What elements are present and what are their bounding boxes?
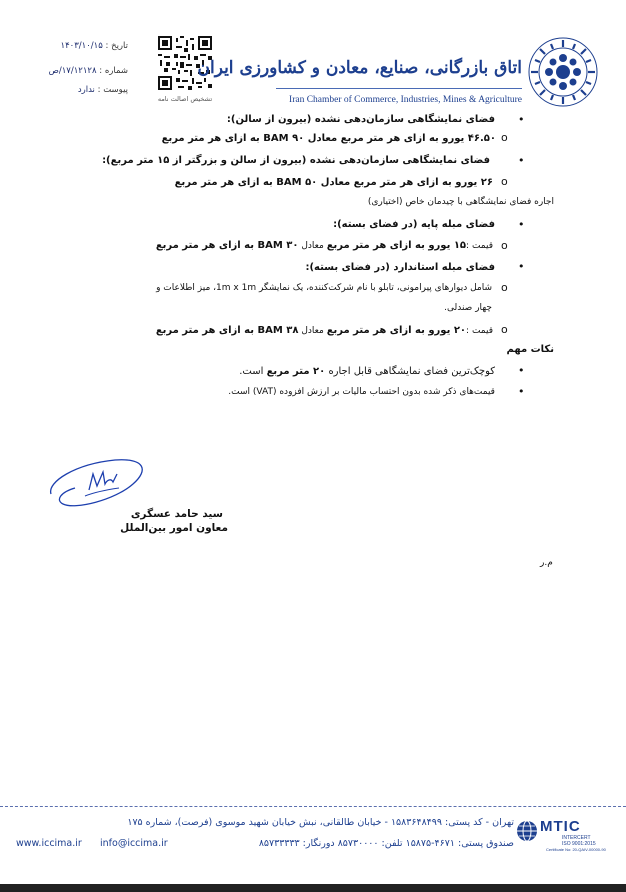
item-standard-furnished: فضای مبله استاندارد (در فضای بسته):: [305, 262, 495, 273]
signature-scribble: [45, 452, 155, 516]
standard-includes-2: چهار صندلی.: [444, 303, 492, 313]
header-divider: [276, 88, 522, 89]
bullet-4: o: [501, 175, 508, 188]
signatory-name: سید حامد عسگری: [130, 508, 223, 520]
handwritten-signature-icon: [45, 452, 155, 516]
bullet-1: •: [518, 113, 525, 126]
bullet-2: o: [501, 131, 508, 144]
bullet-3: •: [518, 154, 525, 167]
signatory-title: معاون امور بین‌الملل: [120, 522, 228, 534]
footer-website[interactable]: www.iccima.ir: [16, 838, 82, 849]
bullet-6: o: [501, 239, 508, 252]
bullet-8: o: [501, 281, 508, 294]
bullet-11: •: [518, 385, 525, 398]
chamber-title-en: Iran Chamber of Commerce, Industries, Mines & Agriculture: [289, 95, 522, 105]
number-row: [49, 66, 128, 76]
item-basic-furnished: فضای مبله پایه (در فضای بسته):: [333, 219, 495, 230]
footer-contact: صندوق پستی: ۴۶۷۱-۱۵۸۷۵ تلفن: ۸۵۷۳۰۰۰۰ دورنگار: ۸۵۷۳۳۳۳۳: [258, 838, 514, 849]
bullet-9: o: [501, 323, 508, 336]
chamber-emblem-icon: [527, 36, 599, 108]
item-unorganized-large: فضای نمایشگاهی سازمان‌دهی نشده (بیرون از سالن و بزرگتر از ۱۵ متر مربع):: [102, 155, 490, 166]
date-label: تاریخ :: [105, 41, 128, 51]
date-value: ۱۴۰۳/۱۰/۱۵: [60, 41, 103, 51]
footer-divider: [0, 806, 626, 807]
page-bottom-edge: [0, 884, 626, 892]
footer-address: تهران - کد پستی: ۱۵۸۳۶۴۸۴۹۹ - خیابان طالقانی، نبش خیابان شهید موسوی (فرصت)، شماره ۱۷۵: [127, 817, 514, 828]
date-row: [61, 41, 128, 51]
mtic-brand: MTIC: [540, 818, 581, 835]
note-min-area: کوچک‌ترین فضای نمایشگاهی قابل اجاره ۲۰ متر مربع است.: [239, 366, 495, 377]
special-layout-heading: اجاره فضای نمایشگاهی با چیدمان خاص (اختیاری): [367, 197, 554, 207]
standard-includes-1: شامل دیوارهای پیرامونی، تابلو با نام شرکت‌کننده، یک نمایشگر 1m x 1m، میز اطلاعات و: [156, 283, 492, 293]
chamber-logo: [527, 36, 599, 108]
qr-caption: تشخیص اصالت نامه: [157, 95, 213, 103]
item-unorganized-outdoor: فضای نمایشگاهی سازمان‌دهی نشده (بیرون از سالن):: [226, 114, 495, 125]
bullet-10: •: [518, 364, 525, 377]
initials: م.ر: [540, 558, 553, 568]
number-label: شماره :: [99, 66, 128, 76]
mtic-iso: ISO 9001:2015: [562, 841, 596, 847]
attachment-row: [78, 85, 128, 95]
price-line-1: ۴۶.۵۰ یورو به ازای هر متر مربع معادل ۹۰ BAM به ازای هر متر مربع: [161, 133, 496, 144]
chamber-title-fa: اتاق بازرگانی، صنایع، معادن و کشاورزی ایران: [197, 58, 522, 78]
bullet-7: •: [518, 260, 525, 273]
price-line-2: ۲۶ یورو به ازای هر متر مربع معادل ۵۰ BAM به ازای هر متر مربع: [174, 177, 493, 188]
price-line-4: قیمت :۲۰ یورو به ازای هر متر مربع معادل ۳۸ BAM به ازای هر متر مربع: [155, 325, 493, 336]
notes-title: نکات مهم: [506, 344, 554, 355]
globe-icon: [516, 820, 538, 842]
footer-email[interactable]: info@iccima.ir: [100, 838, 168, 849]
price-line-3: قیمت :۱۵ یورو به ازای هر متر مربع معادل ۳۰ BAM به ازای هر متر مربع: [155, 240, 493, 251]
mtic-cert: Certificate No: 20-QAIV-00000-90: [546, 847, 606, 852]
mtic-certification-badge: [516, 818, 612, 852]
bullet-5: •: [518, 218, 525, 231]
note-vat: قیمت‌های ذکر شده بدون احتساب مالیات بر ارزش افزوده (VAT) است.: [228, 387, 495, 397]
mtic-sub: INTERCERT: [562, 835, 591, 841]
attachment-label: پیوست :: [94, 85, 128, 95]
attachment-value: ندارد: [77, 85, 95, 95]
number-value: ۱۷/۱۲۱۲۸/ص: [48, 66, 97, 76]
